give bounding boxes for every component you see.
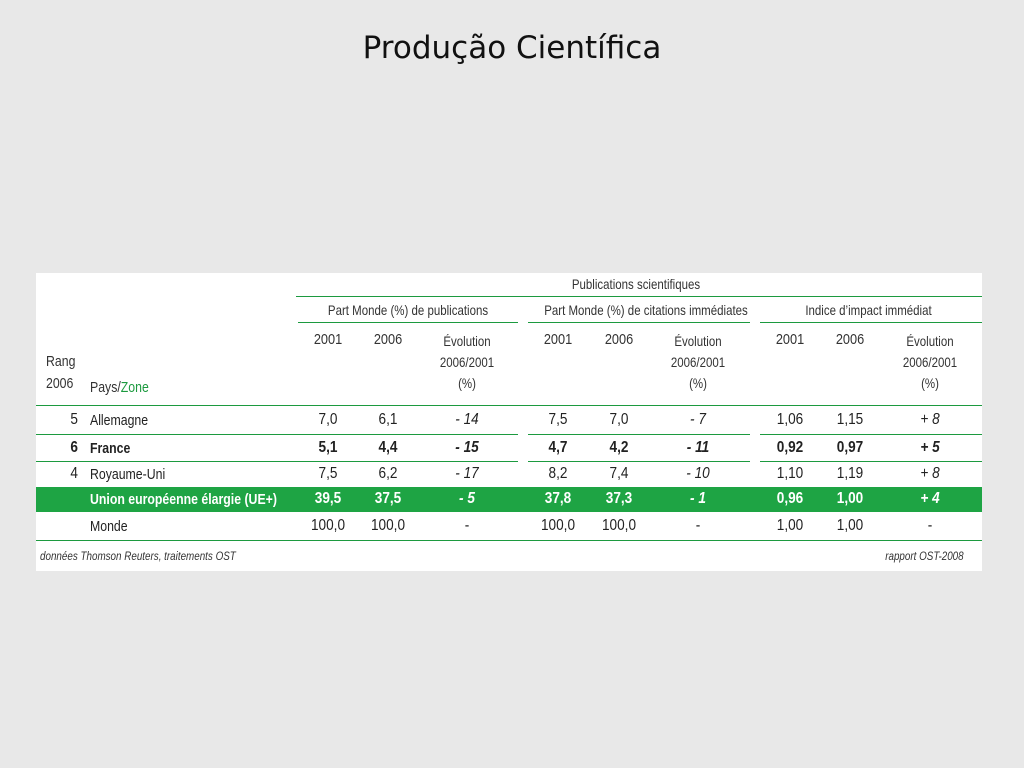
cell-pub-2001: 7,5: [318, 465, 338, 482]
data-table: [36, 273, 982, 571]
cell-pub-2006: 100,0: [370, 517, 406, 534]
cell-imp-evolution: + 8: [920, 465, 940, 482]
cell-imp-2006: 1,19: [836, 465, 864, 482]
zone-label: Zone: [120, 379, 149, 396]
row-country: Union européenne élargie (UE+): [90, 491, 277, 508]
cell-imp-2001: 0,96: [776, 490, 804, 507]
cell-imp-evolution: + 8: [920, 411, 940, 428]
cell-imp-evolution: -: [927, 517, 933, 534]
cell-cit-2006: 7,4: [609, 465, 629, 482]
year-2006-publications: 2006: [373, 331, 403, 348]
evolution-label: Évolution: [906, 333, 954, 349]
cell-imp-2001: 1,00: [776, 517, 804, 534]
cell-pub-2006: 6,1: [378, 411, 398, 428]
cell-pub-2006: 37,5: [374, 490, 402, 507]
cell-cit-2006: 4,2: [609, 439, 629, 456]
year-2006-impact: 2006: [835, 331, 865, 348]
cell-pub-evolution: - 14: [455, 411, 479, 428]
row-country: Royaume-Uni: [90, 466, 166, 483]
cell-imp-evolution: + 5: [920, 439, 940, 456]
evolution-unit: (%): [921, 375, 939, 391]
cell-cit-2006: 100,0: [601, 517, 637, 534]
evolution-label: Évolution: [443, 333, 491, 349]
group-header-citations: Part Monde (%) de citations immédiates: [544, 302, 748, 318]
cell-imp-2006: 1,15: [836, 411, 864, 428]
cell-pub-evolution: -: [464, 517, 470, 534]
group-header-impact: Indice d’impact immédiat: [805, 302, 932, 318]
slide-title: Produção Científica: [362, 30, 662, 66]
row-rank: 5: [70, 411, 78, 428]
cell-imp-2001: 1,06: [776, 411, 804, 428]
cell-cit-evolution: - 11: [686, 439, 710, 456]
super-header: Publications scientifiques: [571, 276, 701, 292]
year-2001-impact: 2001: [775, 331, 805, 348]
cell-cit-2001: 100,0: [540, 517, 576, 534]
evolution-label: Évolution: [674, 333, 722, 349]
rang-year: 2006: [46, 375, 74, 392]
cell-cit-evolution: - 1: [690, 490, 706, 507]
row-rank: 6: [70, 439, 78, 456]
cell-pub-2006: 6,2: [378, 465, 398, 482]
cell-cit-evolution: - 7: [690, 411, 706, 428]
cell-pub-2006: 4,4: [378, 439, 398, 456]
cell-imp-2001: 0,92: [776, 439, 804, 456]
cell-pub-2001: 39,5: [314, 490, 342, 507]
cell-pub-2001: 5,1: [318, 439, 338, 456]
row-country: Monde: [90, 518, 128, 535]
cell-cit-evolution: -: [695, 517, 701, 534]
cell-imp-2001: 1,10: [776, 465, 804, 482]
cell-pub-evolution: - 17: [455, 465, 479, 482]
evolution-header-citations: [661, 331, 735, 394]
evolution-header-impact: [892, 331, 967, 394]
row-country: France: [90, 440, 131, 457]
cell-cit-2001: 8,2: [548, 465, 568, 482]
year-2001-citations: 2001: [543, 331, 573, 348]
cell-cit-2001: 37,8: [544, 490, 572, 507]
cell-pub-evolution: - 15: [455, 439, 479, 456]
cell-pub-evolution: - 5: [459, 490, 475, 507]
pays-label: Pays/: [90, 379, 121, 396]
rang-label: Rang: [46, 353, 76, 370]
row-rank: 4: [70, 465, 78, 482]
cell-imp-2006: 1,00: [836, 517, 864, 534]
rang-header: [46, 351, 75, 395]
cell-imp-2006: 0,97: [836, 439, 864, 456]
evolution-period: 2006/2001: [902, 354, 958, 370]
evolution-period: 2006/2001: [670, 354, 726, 370]
cell-cit-2006: 37,3: [605, 490, 633, 507]
cell-imp-2006: 1,00: [836, 490, 864, 507]
cell-imp-evolution: + 4: [920, 490, 940, 507]
year-2001-publications: 2001: [313, 331, 343, 348]
cell-pub-2001: 100,0: [310, 517, 346, 534]
evolution-unit: (%): [458, 375, 476, 391]
row-country: Allemagne: [90, 412, 149, 429]
cell-cit-evolution: - 10: [686, 465, 710, 482]
cell-cit-2001: 4,7: [548, 439, 568, 456]
cell-pub-2001: 7,0: [318, 411, 338, 428]
evolution-unit: (%): [689, 375, 707, 391]
evolution-period: 2006/2001: [439, 354, 495, 370]
pays-zone-header: [90, 379, 149, 396]
report-note: rapport OST-2008: [885, 549, 964, 563]
cell-cit-2006: 7,0: [609, 411, 629, 428]
cell-cit-2001: 7,5: [548, 411, 568, 428]
source-note: données Thomson Reuters, traitements OST: [40, 549, 236, 563]
group-header-publications: Part Monde (%) de publications: [327, 302, 489, 318]
evolution-header-publications: [430, 331, 504, 394]
year-2006-citations: 2006: [604, 331, 634, 348]
